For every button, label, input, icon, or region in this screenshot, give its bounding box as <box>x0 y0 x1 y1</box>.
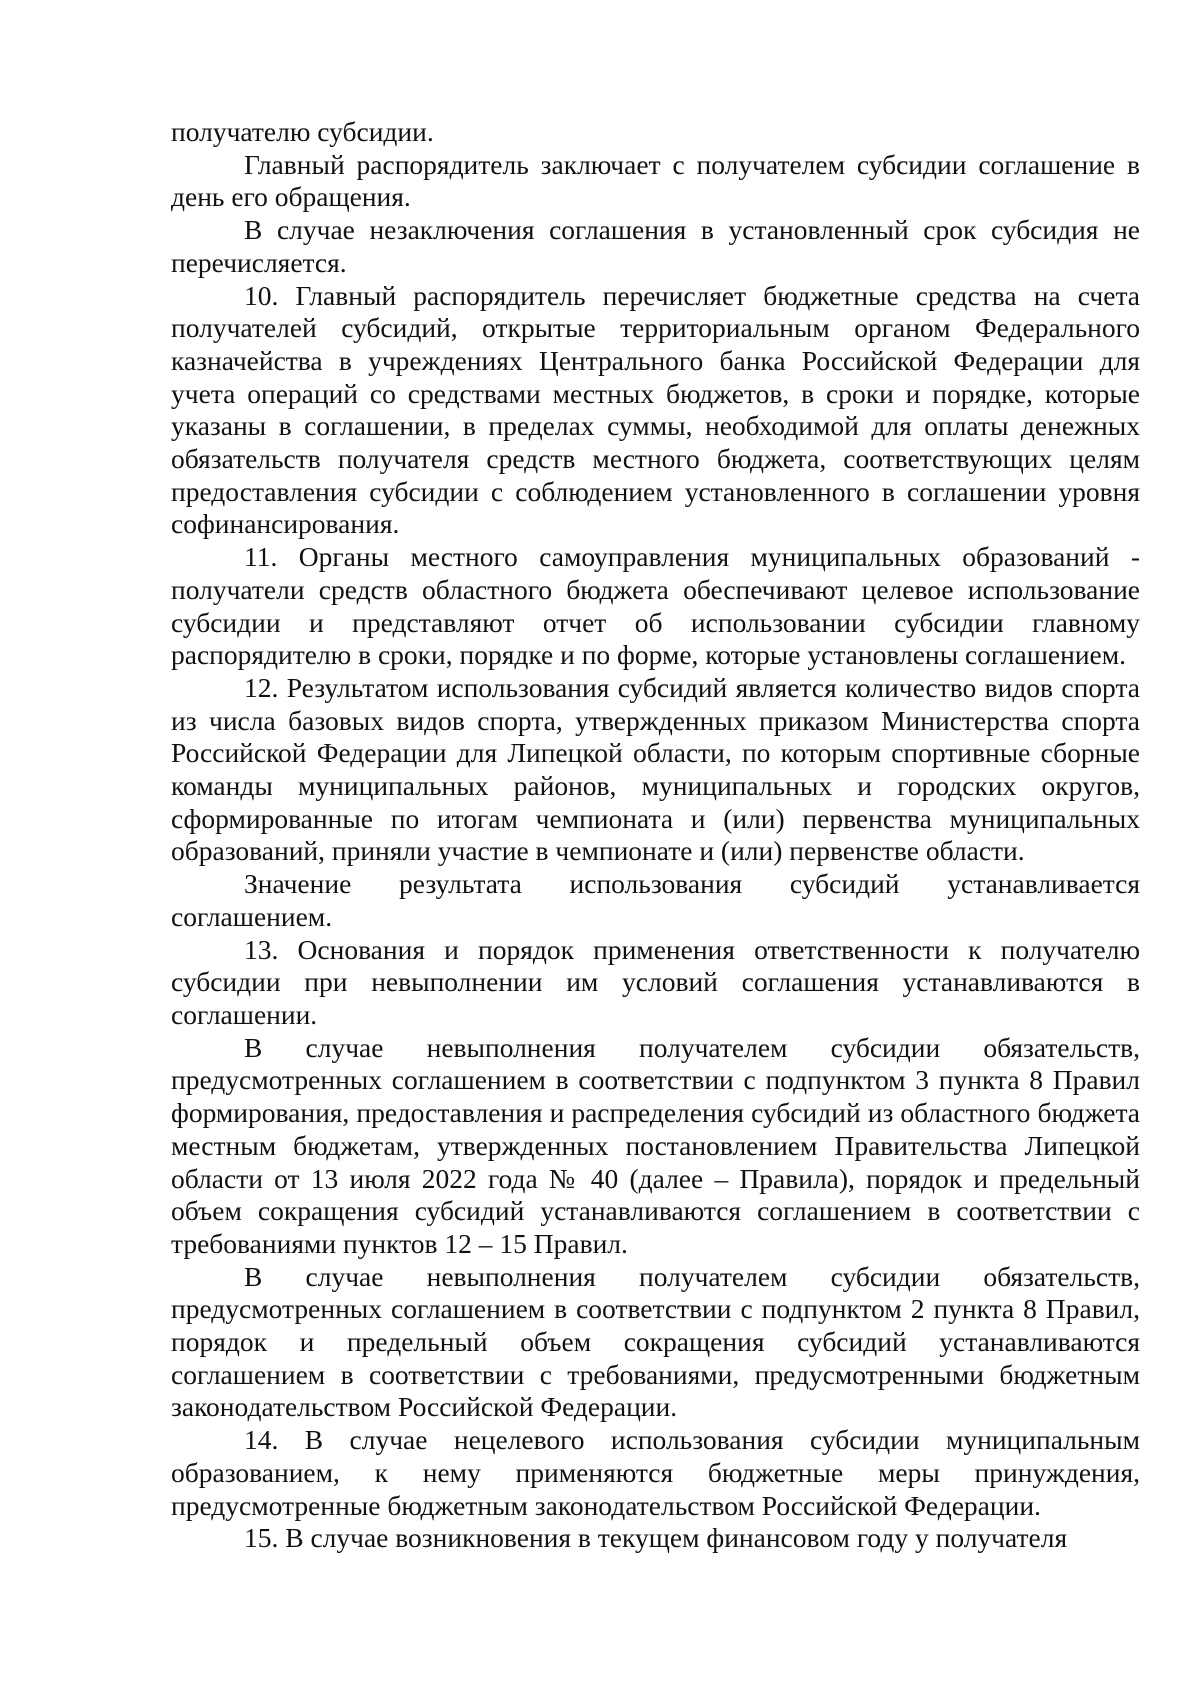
paragraph-text: Основания и порядок применения ответственности к получателю субсидии при невыполнении им условий соглашения устанавливаются в соглашении. <box>171 933 1140 1030</box>
paragraph-nonfulfillment-subparagraph-3 <box>171 1032 1140 1261</box>
paragraph-agreement-conclusion <box>171 149 1140 214</box>
paragraph-text: В случае невыполнения получателем субсидии обязательств, предусмотренных соглашением в соответствии с подпунктом 3 пункта 8 Правил формирования, предоставления и распределения субсидий из областного бюджета местным бюджетам, утвержденных постановлением Правительства Липецкой области от 13 июля 2022 года № 40 (далее – Правила), порядок и предельный объем сокращения субсидий устанавливаются соглашением в соответствии с требованиями пунктов 12 – 15 Правил. <box>171 1031 1140 1259</box>
clause-number: 15. <box>244 1522 279 1554</box>
paragraph-text: Значение результата использования субсидий устанавливается соглашением. <box>171 868 1140 932</box>
paragraph-result-value <box>171 868 1140 933</box>
clause-14 <box>171 1424 1140 1522</box>
paragraph-text: получателю субсидии. <box>171 116 434 147</box>
clause-number: 14. <box>244 1424 279 1456</box>
paragraph-non-conclusion <box>171 214 1140 279</box>
clause-number: 13. <box>244 933 279 965</box>
paragraph-text: В случае незаключения соглашения в установленный срок субсидия не перечисляется. <box>171 214 1140 278</box>
clause-10 <box>171 280 1140 542</box>
clause-11 <box>171 541 1140 672</box>
clause-number: 12. <box>244 671 279 703</box>
paragraph-text: Главный распорядитель заключает с получателем субсидии соглашение в день его обращения. <box>171 148 1140 213</box>
paragraph-continuation <box>171 116 1140 149</box>
paragraph-text: В случае нецелевого использования субсидии муниципальным образованием, к нему применяются бюджетные меры принуждения, предусмотренные бюджетным законодательством Российской Федерации. <box>171 1424 1140 1521</box>
clause-number: 11. <box>244 541 278 573</box>
clause-12 <box>171 672 1140 868</box>
clause-15 <box>171 1522 1140 1555</box>
paragraph-text: В случае невыполнения получателем субсидии обязательств, предусмотренных соглашением в соответствии с подпунктом 2 пункта 8 Правил, порядок и предельный объем сокращения субсидий устанавливаются соглашением в соответствии с требованиями, предусмотренными бюджетным законодательством Российской Федерации. <box>171 1260 1140 1423</box>
clause-number: 10. <box>244 279 279 311</box>
paragraph-nonfulfillment-subparagraph-2 <box>171 1261 1140 1425</box>
paragraph-text: Органы местного самоуправления муниципальных образований - получатели средств областного бюджета обеспечивают целевое использование субсидии и представляют отчет об использовании субсидии главному распорядителю в сроки, порядке и по форме, которые установлены соглашением. <box>171 541 1140 671</box>
clause-13 <box>171 934 1140 1032</box>
paragraph-text: Главный распорядитель перечисляет бюджетные средства на счета получателей субсидий, открытые территориальным органом Федерального казначейства в учреждениях Центрального банка Российской Федерации для учета операций со средствами местных бюджетов, в сроки и порядке, которые указаны в соглашении, в пределах суммы, необходимой для оплаты денежных обязательств получателя средств местного бюджета, соответствующих целям предоставления субсидии с соблюдением установленного в соглашении уровня софинансирования. <box>171 279 1140 540</box>
document-page <box>171 116 1140 1555</box>
paragraph-text: В случае возникновения в текущем финансовом году у получателя <box>285 1522 1068 1554</box>
paragraph-text: Результатом использования субсидий является количество видов спорта из числа базовых видов спорта, утвержденных приказом Министерства спорта Российской Федерации для Липецкой области, по которым спортивные сборные команды муниципальных районов, муниципальных и городских округов, сформированные по итогам чемпионата и (или) первенства муниципальных образований, приняли участие в чемпионате и (или) первенстве области. <box>171 671 1141 867</box>
